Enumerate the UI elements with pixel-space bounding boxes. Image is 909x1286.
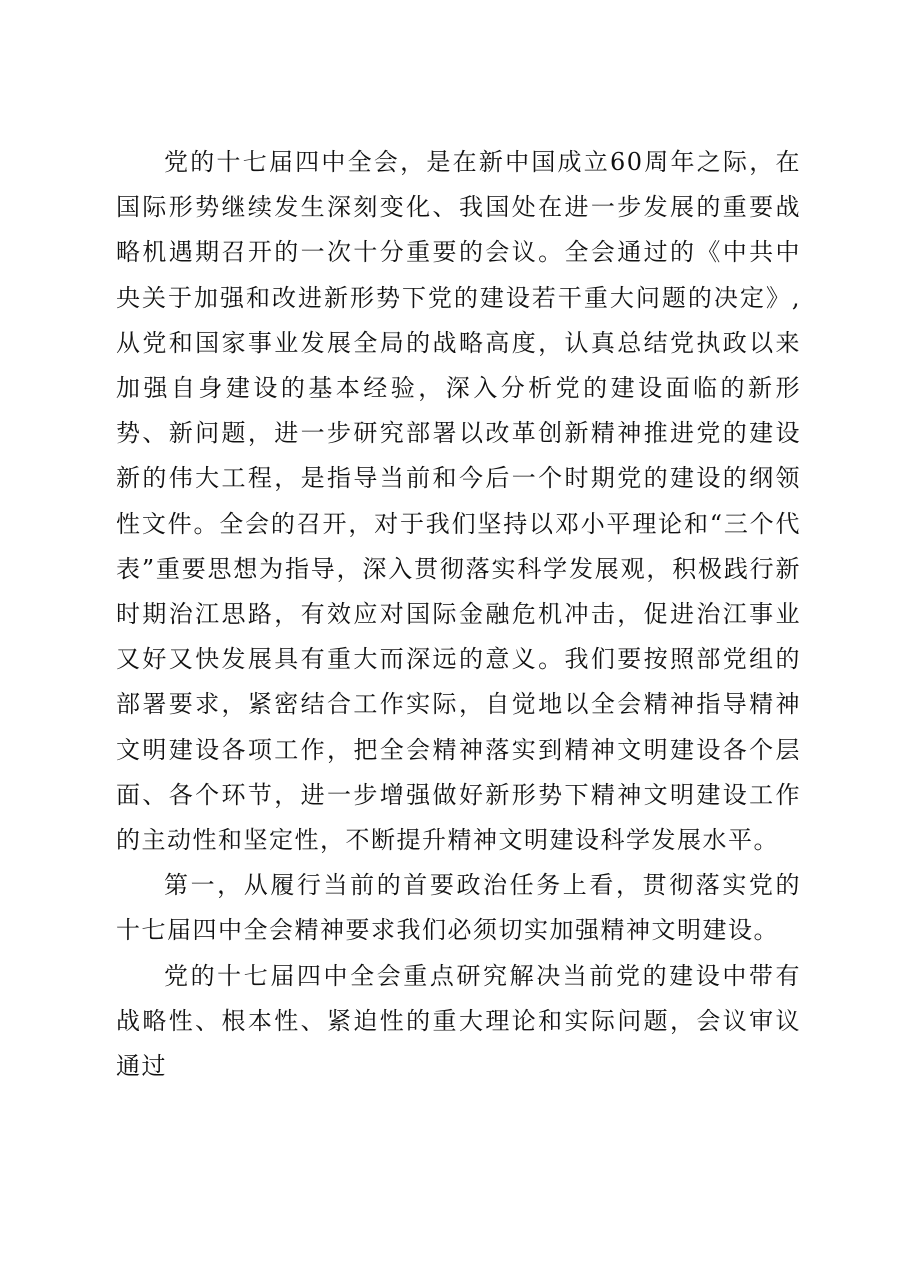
- paragraph-intro: 党的十七届四中全会，是在新中国成立60周年之际，在国际形势继续发生深刻变化、我国处在进一步发展的重要战略机遇期召开的一次十分重要的会议。全会通过的《中共中央关于加强和改进新形势下党的建设若干重大问题的决定》,从党和国家事业发展全局的战略高度，认真总结党执政以来加强自身建设的基本经验，深入分析党的建设面临的新形势、新问题，进一步研究部署以改革创新精神推进党的建设新的伟大工程，是指导当前和今后一个时期党的建设的纲领性文件。全会的召开，对于我们坚持以邓小平理论和“三个代表”重要思想为指导，深入贯彻落实科学发展观，积极践行新时期治江思路，有效应对国际金融危机冲击，促进治江事业又好又快发展具有重大而深远的意义。我们要按照部党组的部署要求，紧密结合工作实际，自觉地以全会精神指导精神文明建设各项工作，把全会精神落实到精神文明建设各个层面、各个环节，进一步增强做好新形势下精神文明建设工作的主动性和坚定性，不断提升精神文明建设科学发展水平。: [116, 148, 801, 855]
- document-body: [116, 140, 801, 1089]
- paragraph-plenum-focus: 党的十七届四中全会重点研究解决当前党的建设中带有战略性、根本性、紧迫性的重大理论和实际问题，会议审议通过: [116, 961, 801, 1081]
- paragraph-first-point: 第一，从履行当前的首要政治任务上看，贯彻落实党的十七届四中全会精神要求我们必须切实加强精神文明建设。: [116, 871, 801, 945]
